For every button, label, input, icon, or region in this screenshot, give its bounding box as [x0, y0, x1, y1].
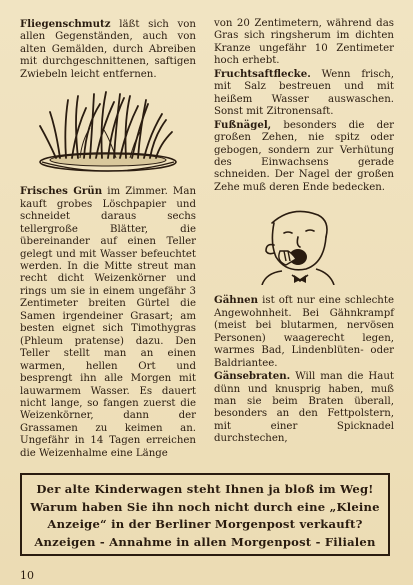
- entry-heading: Gähnen: [214, 294, 259, 307]
- plant-dish-illustration: [20, 90, 196, 176]
- entry-heading: Fußnägel,: [214, 118, 272, 131]
- entry-text: besonders die der großen Zehen, nie spitz oder gebogen, sondern zur Verhütung des Einwachsens gerade schneiden. Der Nagel der großen Zehe muß deren Ende bedecken.: [214, 119, 394, 193]
- entry-text: läßt sich von allen Gegenständen, auch von alten Gemälden, durch Abreiben mit durchgeschnittenen, saftigen Zwiebeln leicht entfernen.: [20, 19, 196, 80]
- entry-gaehnen: [214, 294, 394, 370]
- entry-gaensebraten: [214, 370, 394, 446]
- right-column: [214, 18, 394, 446]
- entry-heading: Frisches Grün: [20, 185, 103, 198]
- entry-fussnaegel: [214, 119, 394, 195]
- entry-frisches-gruen: [20, 185, 196, 460]
- entry-heading: Fliegenschmutz: [20, 18, 111, 30]
- entry-fruchtsaftflecke: [214, 68, 394, 119]
- entry-text: ist oft nur eine schlechte Angewohnheit. Bei Gähnkrampf (meist bei blutarmen, nervösen Personen) waagerecht legen, warmes Bad, Lindenblüten- oder Baldriantee.: [214, 295, 394, 369]
- entry-fliegenschmutz: [20, 18, 196, 81]
- advert-line: Der alte Kinderwagen steht Ihnen ja bloß im Weg!: [36, 482, 374, 496]
- entry-heading: Gänsebraten.: [214, 370, 291, 383]
- entry-continuation: [214, 18, 394, 68]
- advert-line: Warum haben Sie ihn noch nicht durch eine „Kleine: [30, 499, 380, 514]
- entry-text: von 20 Zentimetern, während das Gras sich ringsherum im dichten Kranze ungefähr 10 Zentimeter hoch erhebt.: [214, 18, 394, 67]
- yawning-man-illustration: [214, 203, 390, 285]
- entry-text: Wenn frisch, mit Salz bestreuen und mit heißem Wasser auswaschen. Sonst mit Zitronensaft.: [214, 68, 394, 118]
- entry-text: Will man die Haut dünn und knusprig haben, muß man sie beim Braten überall, besonders an den Fettpolstern, mit einer Spicknadel durchstechen,: [214, 371, 394, 445]
- entry-heading: Fruchtsaftflecke.: [214, 67, 311, 80]
- left-column: [20, 18, 196, 460]
- advertisement-box: [20, 473, 390, 556]
- entry-text: im Zimmer. Man kauft grobes Löschpapier und schneidet daraus sechs tellergroße Blätter, die übereinander auf einen Teller gelegt und mit Wasser befeuchtet werden. In die Mitte streut man recht dicht Weizenkörner und rings um sie in einem ungefähr 3 Zentimeter breiten Gürtel die Samen irgendeiner Grasart; am besten eignet sich Timothygras (Phleum pratense) dazu. Den Teller stellt man an einen warmen, hellen Ort und besprengt ihn alle Morgen mit lauwarmem Wasser. Es dauert nicht lange, so fangen zuerst die Weizenkörner, dann der Grassamen zu keimen an. Ungefähr in 14 Tagen erreichen die Weizenhalme eine Länge: [20, 186, 197, 459]
- page-number: 10: [20, 569, 34, 582]
- advert-line: Anzeige“ in der Berliner Morgenpost verkauft?: [47, 517, 363, 531]
- advert-line: Anzeigen - Annahme in allen Morgenpost - Filialen: [34, 534, 376, 549]
